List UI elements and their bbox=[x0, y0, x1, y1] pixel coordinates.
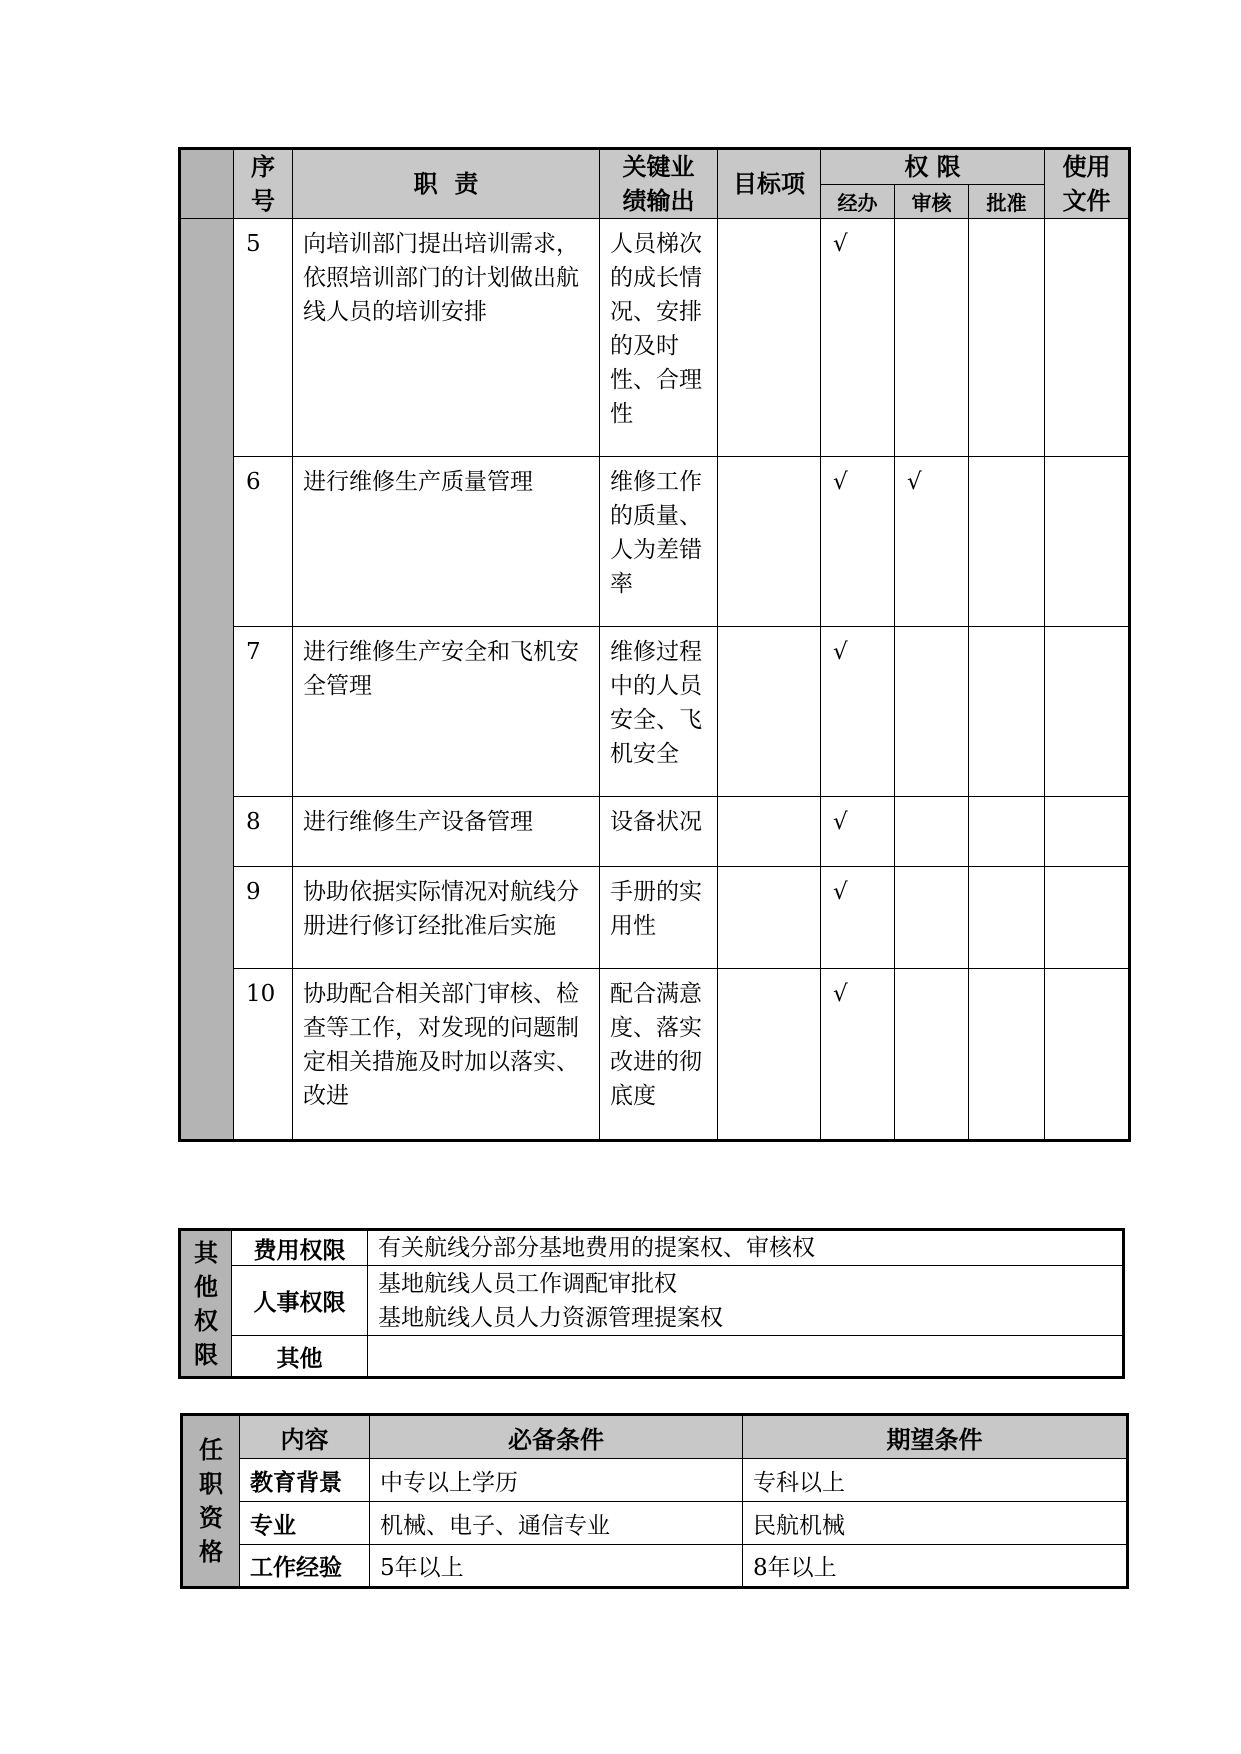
row-label: 其他 bbox=[232, 1336, 368, 1378]
row-approve bbox=[969, 867, 1045, 969]
header-required: 必备条件 bbox=[370, 1415, 743, 1459]
row-text bbox=[368, 1230, 1124, 1266]
table-row bbox=[182, 1459, 1128, 1502]
row-review bbox=[895, 797, 969, 867]
row-approve bbox=[969, 969, 1045, 1141]
row-text bbox=[368, 1336, 1124, 1378]
row-handle: √ bbox=[821, 219, 895, 457]
row-target bbox=[718, 867, 821, 969]
row-docs bbox=[1045, 867, 1130, 969]
row-docs bbox=[1045, 219, 1130, 457]
header-handle: 经办 bbox=[821, 185, 895, 219]
row-target bbox=[718, 457, 821, 627]
other-authority-side-label: 其他权限 bbox=[180, 1230, 232, 1378]
row-duty: 协助配合相关部门审核、检查等工作，对发现的问题制定相关措施及时加以落实、改进 bbox=[293, 969, 600, 1141]
side-strip-header bbox=[180, 149, 234, 219]
header-seq: 序号 bbox=[234, 149, 293, 219]
row-approve bbox=[969, 797, 1045, 867]
row-approve bbox=[969, 457, 1045, 627]
text-line: 有关航线分部分基地费用的提案权、审核权 bbox=[378, 1235, 815, 1261]
row-duty: 进行维修生产安全和飞机安全管理 bbox=[293, 627, 600, 797]
row-handle: √ bbox=[821, 797, 895, 867]
row-handle: √ bbox=[821, 627, 895, 797]
row-label: 专业 bbox=[240, 1502, 370, 1545]
row-kpi: 配合满意度、落实改进的彻底度 bbox=[600, 969, 718, 1141]
header-target: 目标项 bbox=[718, 149, 821, 219]
row-label: 费用权限 bbox=[232, 1230, 368, 1266]
row-review bbox=[895, 867, 969, 969]
row-duty: 进行维修生产质量管理 bbox=[293, 457, 600, 627]
table-row bbox=[180, 797, 1130, 867]
row-seq: 6 bbox=[234, 457, 293, 627]
table-row bbox=[180, 867, 1130, 969]
row-target bbox=[718, 969, 821, 1141]
header-authority: 权 限 bbox=[821, 149, 1045, 185]
text-line: 基地航线人员人力资源管理提案权 bbox=[378, 1304, 723, 1331]
row-kpi: 设备状况 bbox=[600, 797, 718, 867]
table-row bbox=[180, 1336, 1124, 1378]
header-expected: 期望条件 bbox=[743, 1415, 1128, 1459]
header-kpi: 关键业绩输出 bbox=[600, 149, 718, 219]
table-row bbox=[182, 1545, 1128, 1588]
row-seq: 8 bbox=[234, 797, 293, 867]
row-duty: 向培训部门提出培训需求，依照培训部门的计划做出航线人员的培训安排 bbox=[293, 219, 600, 457]
header-approve: 批准 bbox=[969, 185, 1045, 219]
row-text bbox=[368, 1266, 1124, 1336]
row-required: 5年以上 bbox=[370, 1545, 743, 1588]
row-seq: 7 bbox=[234, 627, 293, 797]
row-review bbox=[895, 627, 969, 797]
row-label: 工作经验 bbox=[240, 1545, 370, 1588]
row-handle: √ bbox=[821, 867, 895, 969]
row-review bbox=[895, 219, 969, 457]
row-required: 机械、电子、通信专业 bbox=[370, 1502, 743, 1545]
row-docs bbox=[1045, 457, 1130, 627]
header-docs: 使用文件 bbox=[1045, 149, 1130, 219]
table-row bbox=[180, 1230, 1124, 1266]
side-strip bbox=[180, 219, 234, 1141]
responsibility-table bbox=[178, 147, 1131, 1142]
table-row bbox=[180, 219, 1130, 457]
row-kpi: 维修工作的质量、人为差错率 bbox=[600, 457, 718, 627]
row-review bbox=[895, 969, 969, 1141]
row-label: 人事权限 bbox=[232, 1266, 368, 1336]
qualification-table bbox=[180, 1413, 1129, 1589]
header-duty: 职 责 bbox=[293, 149, 600, 219]
row-handle: √ bbox=[821, 457, 895, 627]
table-row bbox=[180, 457, 1130, 627]
row-target bbox=[718, 797, 821, 867]
row-label: 教育背景 bbox=[240, 1459, 370, 1502]
qualification-side-label: 任职资格 bbox=[182, 1415, 240, 1588]
row-duty: 协助依据实际情况对航线分册进行修订经批准后实施 bbox=[293, 867, 600, 969]
row-docs bbox=[1045, 627, 1130, 797]
row-approve bbox=[969, 627, 1045, 797]
row-seq: 10 bbox=[234, 969, 293, 1141]
table-row bbox=[180, 627, 1130, 797]
table-row bbox=[182, 1502, 1128, 1545]
table-row bbox=[180, 1266, 1124, 1336]
row-approve bbox=[969, 219, 1045, 457]
row-kpi: 维修过程中的人员安全、飞机安全 bbox=[600, 627, 718, 797]
table-row bbox=[182, 1415, 1128, 1459]
row-target bbox=[718, 627, 821, 797]
row-docs bbox=[1045, 969, 1130, 1141]
row-expected: 民航机械 bbox=[743, 1502, 1128, 1545]
row-review: √ bbox=[895, 457, 969, 627]
table-row bbox=[180, 969, 1130, 1141]
row-seq: 5 bbox=[234, 219, 293, 457]
row-expected: 8年以上 bbox=[743, 1545, 1128, 1588]
header-content: 内容 bbox=[240, 1415, 370, 1459]
header-review: 审核 bbox=[895, 185, 969, 219]
row-duty: 进行维修生产设备管理 bbox=[293, 797, 600, 867]
other-authority-table bbox=[178, 1228, 1125, 1379]
row-kpi: 人员梯次的成长情况、安排的及时性、合理性 bbox=[600, 219, 718, 457]
row-expected: 专科以上 bbox=[743, 1459, 1128, 1502]
row-target bbox=[718, 219, 821, 457]
row-kpi: 手册的实用性 bbox=[600, 867, 718, 969]
row-required: 中专以上学历 bbox=[370, 1459, 743, 1502]
text-line: 基地航线人员工作调配审批权 bbox=[378, 1270, 677, 1297]
row-seq: 9 bbox=[234, 867, 293, 969]
row-handle: √ bbox=[821, 969, 895, 1141]
row-docs bbox=[1045, 797, 1130, 867]
